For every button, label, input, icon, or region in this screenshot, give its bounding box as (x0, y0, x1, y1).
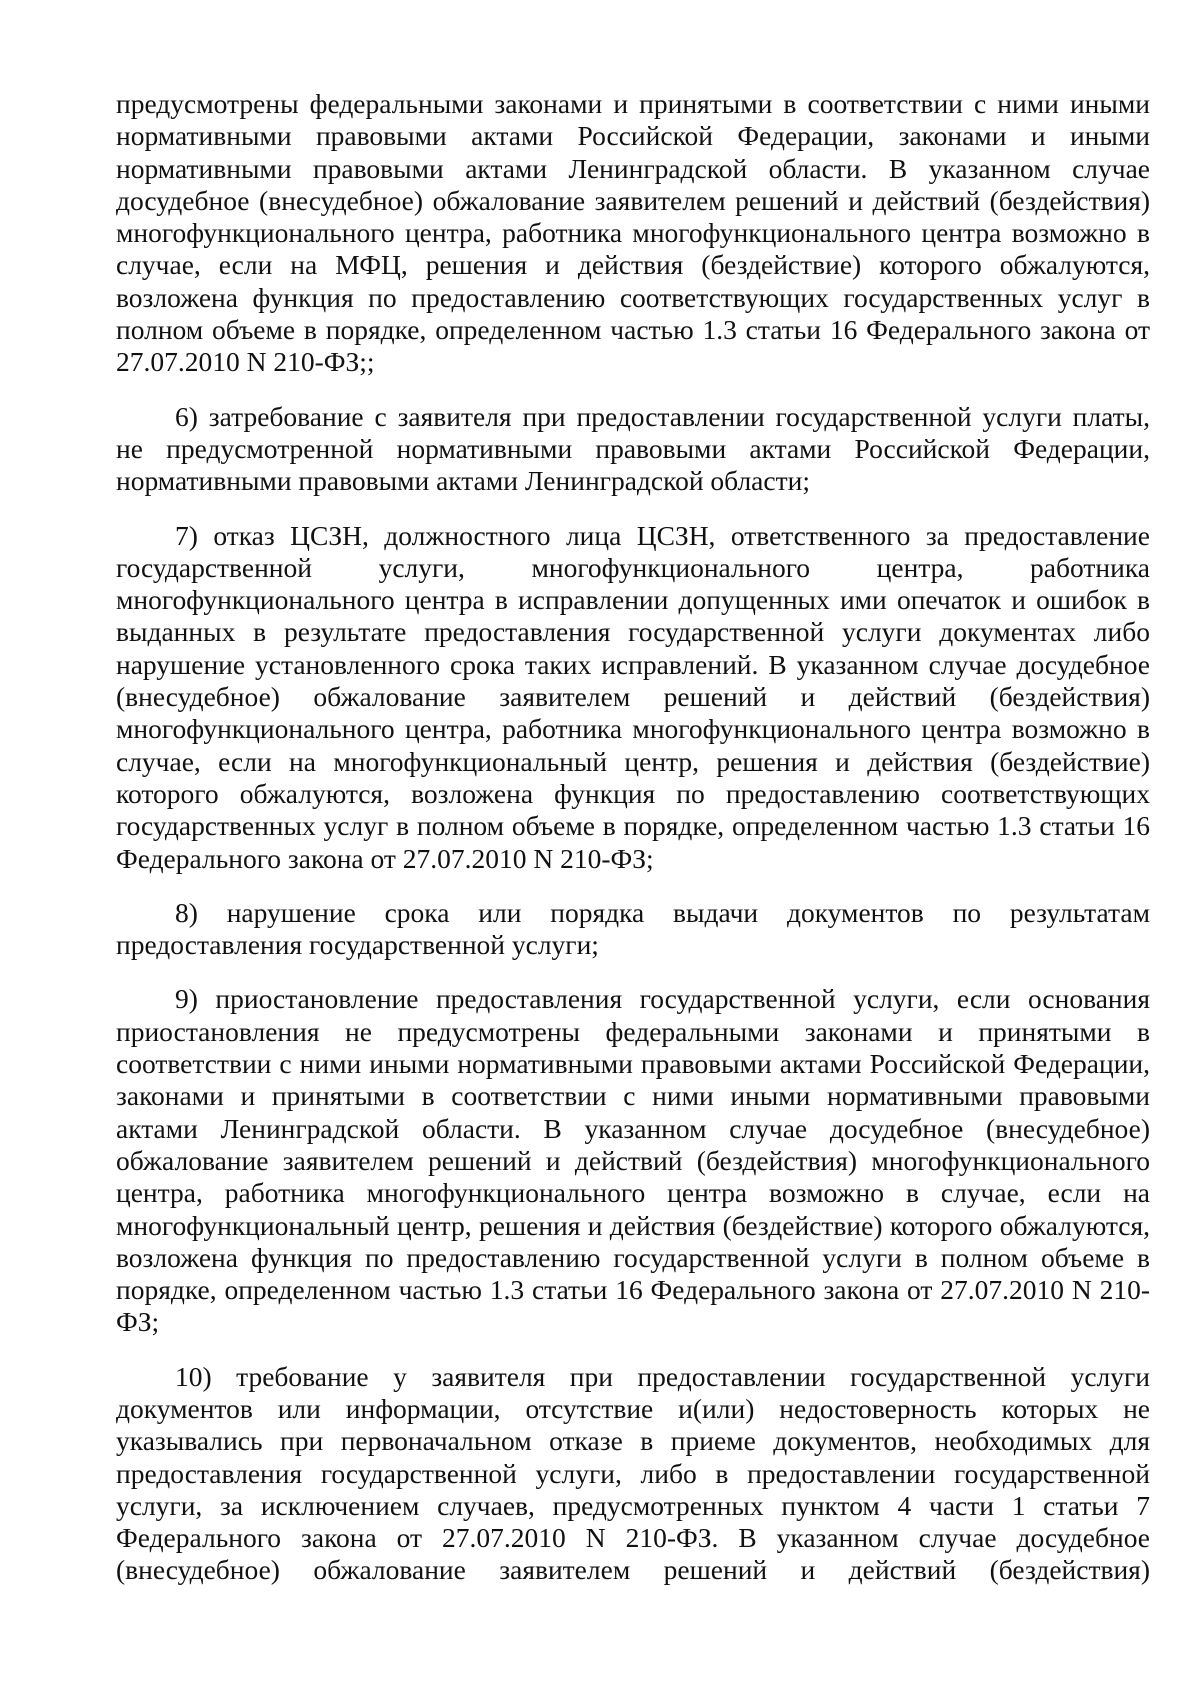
paragraph-item-9: 9) приостановление предоставления государственной услуги, если основания приостановления не предусмотрены федеральными законами и принятыми в соответствии с ними иными нормативными правовыми актами Российской Федерации, законами и принятыми в соответствии с ними иными нормативными правовыми актами Ленинградской области. В указанном случае досудебное (внесудебное) обжалование заявителем решений и действий (бездействия) многофункционального центра, работника многофункционального центра возможно в случае, если на многофункциональный центр, решения и действия (бездействие) которого обжалуются, возложена функция по предоставлению государственной услуги в полном объеме в порядке, определенном частью 1.3 статьи 16 Федерального закона от 27.07.2010 N 210-ФЗ; (116, 983, 1150, 1338)
paragraph-item-7: 7) отказ ЦСЗН, должностного лица ЦСЗН, ответственного за предоставление государственной услуги, многофункционального центра, работника многофункционального центра в исправлении допущенных ими опечаток и ошибок в выданных в результате предоставления государственной услуги документах либо нарушение установленного срока таких исправлений. В указанном случае досудебное (внесудебное) обжалование заявителем решений и действий (бездействия) многофункционального центра, работника многофункционального центра возможно в случае, если на многофункциональный центр, решения и действия (бездействие) которого обжалуются, возложена функция по предоставлению соответствующих государственных услуг в полном объеме в порядке, определенном частью 1.3 статьи 16 Федерального закона от 27.07.2010 N 210-ФЗ; (116, 519, 1150, 874)
paragraph-continuation: предусмотрены федеральными законами и принятыми в соответствии с ними иными нормативными правовыми актами Российской Федерации, законами и иными нормативными правовыми актами Ленинградской области. В указанном случае досудебное (внесудебное) обжалование заявителем решений и действий (бездействия) многофункционального центра, работника многофункционального центра возможно в случае, если на МФЦ, решения и действия (бездействие) которого обжалуются, возложена функция по предоставлению соответствующих государственных услуг в полном объеме в порядке, определенном частью 1.3 статьи 16 Федерального закона от 27.07.2010 N 210-ФЗ;; (116, 88, 1150, 378)
paragraph-item-10: 10) требование у заявителя при предоставлении государственной услуги документов или информации, отсутствие и(или) недостоверность которых не указывались при первоначальном отказе в приеме документов, необходимых для предоставления государственной услуги, либо в предоставлении государственной услуги, за исключением случаев, предусмотренных пунктом 4 части 1 статьи 7 Федерального закона от 27.07.2010 N 210-ФЗ. В указанном случае досудебное (внесудебное) обжалование заявителем решений и действий (бездействия) (116, 1360, 1150, 1586)
paragraph-item-8: 8) нарушение срока или порядка выдачи документов по результатам предоставления государственной услуги; (116, 896, 1150, 961)
paragraph-item-6: 6) затребование с заявителя при предоставлении государственной услуги платы, не предусмотренной нормативными правовыми актами Российской Федерации, нормативными правовыми актами Ленинградской области; (116, 400, 1150, 497)
